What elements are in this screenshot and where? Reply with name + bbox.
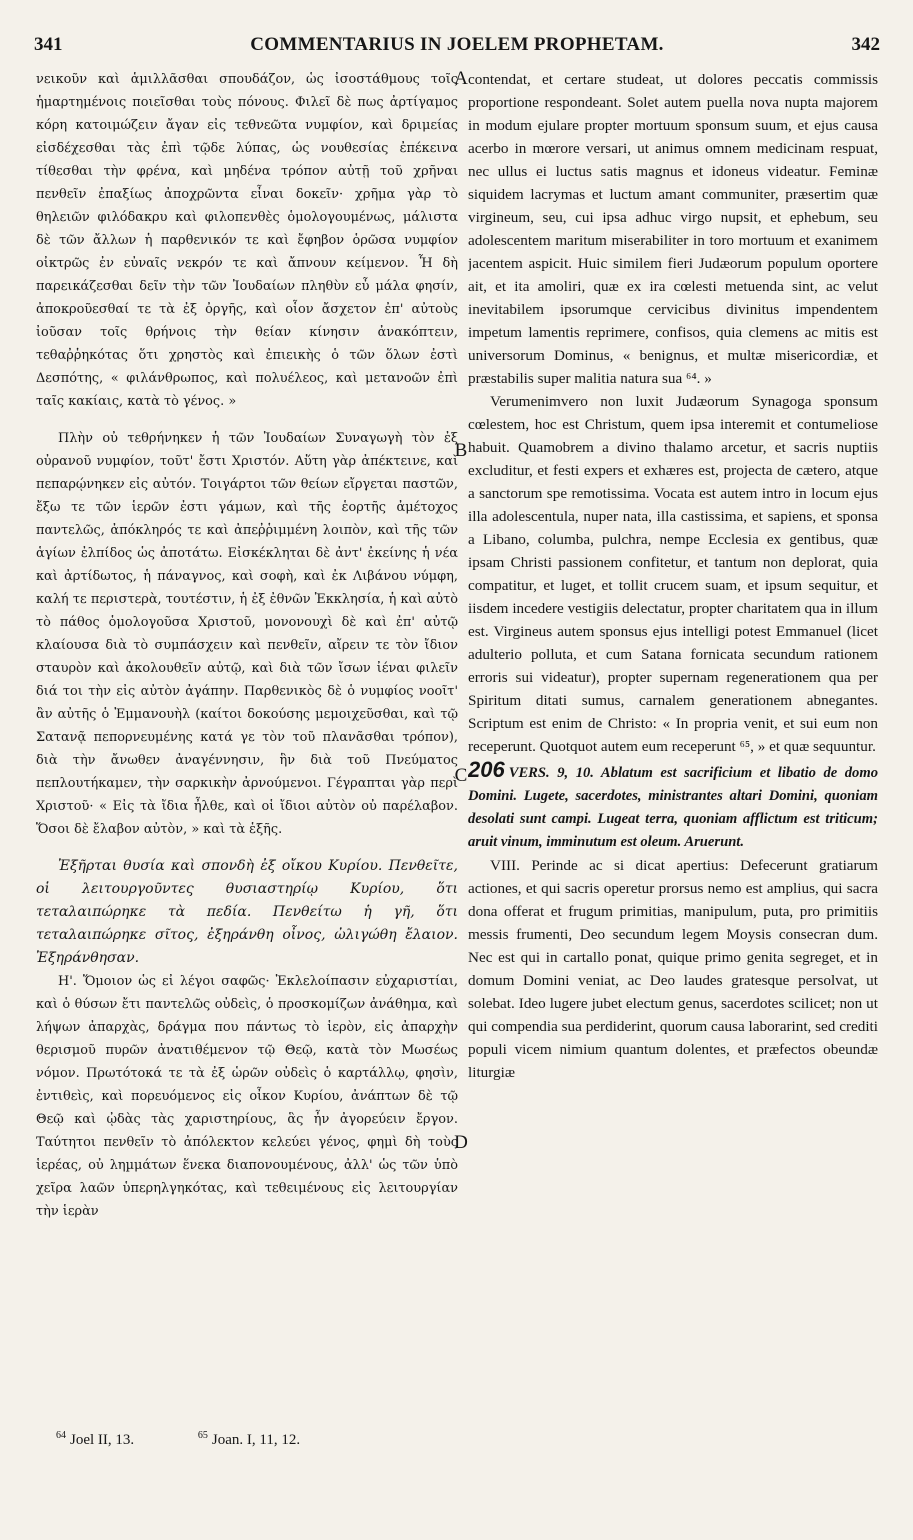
greek-column: [36, 68, 458, 1223]
footnote-64-ref: Joel II, 13.: [70, 1432, 135, 1448]
margin-letter-c: C: [454, 765, 468, 786]
footnote-65: [198, 1432, 330, 1448]
greek-paragraph-3: Η'. Ὅμοιον ὡς εἰ λέγοι σαφῶς· Ἐκλελοίπασιν εὐχαριστίαι, καὶ ὁ θύσων ἔτι παντελῶς οὐδεὶς, ὁ προσκομίζων ἀνάθημα, καὶ λήψων ἀπαρχὰς, δράγμα που πάντως τὸ ἱερὸν, εἰς ἀπαρχὴν θερισμοῦ πυρῶν ἀνατιθέμενον τῷ Θεῷ, κατὰ τὸν Μωσέως νόμον. Πρωτότοκά τε τὰ ἐξ ὡρῶν οὐδεὶς ὁ καρτάλλῳ, φησὶν, ἐντιθεὶς, καὶ πορευόμενος εἰς οἶκον Κυρίου, ἀνάπτων δὲ τῷ Θεῷ καὶ ᾠδὰς τὰς χαριστηρίους, ἃς ἦν ἀγορεύειν ἔργον. Ταύτητοι πενθεῖν τὸ ἀπόλεκτον κελεύει γένος, φημὶ δὴ τοὺς ἱερέας, οὐ ληµμάτων ἕνεκα διαπονουμένους, ἀλλ' ὡς τῶν ὑπὸ χεῖρα λαῶν ὑπερηλγηκότας, καὶ τεθειμένους εἰς λειτουργίαν τὴν ἱερὰν: [36, 974, 458, 1219]
footnote-64: [56, 1432, 164, 1448]
footnote-65-mark: 65: [197, 1430, 208, 1441]
footnote-64-mark: 64: [56, 1430, 66, 1441]
running-header: [34, 34, 880, 60]
margin-letter-b: B: [454, 440, 468, 461]
page-number-left: 341: [34, 34, 63, 55]
running-title: COMMENTARIUS IN JOELEM PROPHETAM.: [250, 34, 664, 55]
greek-paragraph-1: νεικοῦν καὶ ἁμιλλᾶσθαι σπουδάζον, ὡς ἰσοστάθμους τοῖς ἡμαρτημένοις ποιεῖσθαι τοὺς πόνους. Φιλεῖ δὲ πως ἀρτίγαμος κόρη κατοιμώζειν ἄγαν εἰς τεθνεῶτα νυμφίον, καὶ δριμείας εἰσδέχεσθαι τὰς ἐπὶ τῷδε λύπας, ὡς νουθεσίας ἐπέκεινα τίθεσθαι τὴν φρένα, καὶ μηδένα τρόπον αὐτῇ τοῦ χρῆναι πενθεῖν ἐπαξίως ἀποχρῶντα εἶναι δοκεῖν· χρῆμα γὰρ τὸ θηλειῶν φιλόδακρυ καὶ φιλοπενθὲς ὁμολογουμένως, μάλιστα δὲ τῶν ἄλλων ἡ παρθενικόν τε καὶ ἔφηβον ὁρῶσα νυμφίον οἰκτρῶς ἐν εὐναῖς νεκρόν τε καὶ ἄπνουν κείμενον. Ἧ δὴ παρεικάζεσθαι δεῖν τὴν τῶν Ἰουδαίων πληθὺν εὖ μάλα φησίν, ἀποκροῦεσθαί τε τὰ ἐξ ὀργῆς, καὶ οἷον ἄσχετον ἐπ' αὐτοὺς ἰοῦσαν τοῖς θρήνοις τὴν θείαν κίνησιν ἀνακόπτειν, τεθαῤῥηκότας ὅτι χρηστὸς καὶ ἐπιεικὴς ὁ τῶν ὅλων ἐστὶ Δεσπότης, « φιλάνθρωπος, καὶ πολυέλεος, καὶ μετανοῶν ἐπὶ ταῖς κακίαις, κατὰ τὸ γένος. »: [36, 72, 458, 409]
greek-lemma: Ἐξῆρται θυσία καὶ σπονδὴ ἐξ οἴκου Κυρίου. Πενθεῖτε, οἱ λειτουργοῦντες θυσιαστηρίῳ Κυρίου, ὅτι τεταλαιπώρηκε τὰ πεδία. Πενθείτω ἡ γῆ, ὅτι τεταλαιπώρηκε σῖτος, ἐξηράνθη οἶνος, ὠλιγώθη ἔλαιον. Ἐξηράνθησαν.: [36, 858, 458, 966]
latin-lemma: VERS. 9, 10. Ablatum est sacrificium et libatio de domo Domini. Lugete, sacerdotes, ministrantes altari Domini, quoniam desolati sunt campi. Lugeat terra, quoniam afflictum est triticum; aruit vinum, imminutum est oleum. Aruerunt.: [468, 765, 878, 850]
latin-column: [468, 68, 878, 1084]
latin-lemma-block: [468, 758, 878, 854]
margin-letter-d: D: [454, 1132, 468, 1153]
latin-paragraph-2: Verumenimvero non luxit Judæorum Synagoga sponsum cœlestem, hoc est Christum, quem ipsa interemit et contumeliose habuit. Quamobrem a divino thalamo arcetur, et sacris nuptiis excluditur, et festi expers et exhæres est, projecta de cætero, atque a sanctorum spe remotissima. Vocata est autem intro in locum ejus illa adolescentula, nuper nata, illa castissima, et sapiens, et sponsa a Libano, columba, pulchra, nempe Ecclesia ex gentibus, quæ ipsam Christi passionem confitetur, et tantum non deplorat, quia compatitur, et luget, et tollit crucem suam, et ipsum sequitur, et iisdem incedere vestigiis delectatur, propter charitatem qua in illum est. Virgineus autem sponsus ejus intelligi potest Emmanuel (licet adulterio polluta, et cum Satana fornicata secundum rationem erroris sui videatur), propter supernam regenerationem qua per Spiritum ditati sumus, carnalem generationem abnegantes. Scriptum est enim de Christo: « In propria venit, et sui eum non receperunt. Quotquot autem eum receperunt ⁶⁵, » et quæ sequuntur.: [468, 393, 878, 755]
section-number: 206: [468, 757, 505, 782]
margin-letter-a: A: [454, 68, 468, 89]
footnotes: [56, 1430, 876, 1449]
greek-paragraph-2: Πλὴν οὐ τεθρήνηκεν ἡ τῶν Ἰουδαίων Συναγωγὴ τὸν ἐξ οὐρανοῦ νυμφίον, τοῦτ' ἔστι Χριστόν. Αὕτη γὰρ ἀπέκτεινε, καὶ πεπαρῴνηκεν εἰς αὐτόν. Τοιγάρτοι τῶν θείων εἴργεται παστῶν, ἔξω τε τῶν ἱερῶν ἐστι γάμων, καὶ τῆς ἑορτῆς ἀμέτοχος παντελῶς, ἀπόκληρός τε καὶ ἀπεῤῥιμμένη λοιπὸν, καὶ τῆς τῶν ἁγίων ἐλπίδος ὡς ἀποτάτω. Εἰσκέκληται δὲ ἀντ' ἐκείνης ἡ νέα καὶ ἀρτίδωτος, ἡ πάναγνος, καὶ σοφὴ, καὶ ἐκ Λιβάνου νύμφη, καλή τε περιστερὰ, τουτέστιν, ἡ ἐξ ἐθνῶν Ἐκκλησία, ἡ καὶ αὐτὸ τὸ πάθος ὁμολογοῦσα Χριστοῦ, μονονουχὶ δὲ καὶ ἐπ' αὐτῷ κλαίουσα διὰ τὸ συμπάσχειν καὶ πενθεῖν, αἴρειν τε τὸν ἴδιον σταυρὸν καὶ ἀκολουθεῖν αὐτῷ, καὶ διὰ τῶν ἴσων ἰέναι φιλεῖν διά τοι τὴν εἰς αὐτὸν ἀγάπην. Παρθενικὸς δὲ ὁ νυμφίος νοοῖτ' ἂν αὐτῆς ὁ Ἐμμανουὴλ (καίτοι δοκούσης μεμοιχεῦσθαι, καὶ τῷ Σατανᾷ πεπορνευμένης κατά γε τὸν τοῦ πλανᾶσθαι τρόπον), διὰ τὴν ἄνωθεν ἀναγέννησιν, ἣν διὰ τοῦ Πνεύματος πεπλουτήκαμεν, τὴν σαρκικὴν ἀρνούμενοι. Γέγραπται γὰρ περὶ Χριστοῦ· « Εἰς τὰ ἴδια ἦλθε, καὶ οἱ ἴδιοι αὐτὸν οὐ παρέλαβον. Ὅσοι δὲ ἔλαβον αὐτὸν, » καὶ τὰ ἑξῆς.: [36, 431, 458, 837]
footnote-65-ref: Joan. I, 11, 12.: [211, 1432, 301, 1448]
latin-paragraph-3: VIII. Perinde ac si dicat apertius: Defecerunt gratiarum actiones, et qui sacris operetur prorsus nemo est amplius, qui sacra dona offerat et frugum primitias, manipulum, puta, pro primitiis messis frumenti, Deo secundum legem Moysis consecran dum. Nec est qui in cartallo ponat, quique primo genita segreget, et in domum Domini veniat, ac Deo laudes gratesque persolvat, ut solebat. Ideo lugere jubet electum genus, sacerdotes scilicet; non ut qui compendia sua perdiderint, quorum causa laborarint, sed crediti populi vicem nimium quantum dolentes, et præfectos obeundæ liturgiæ: [468, 857, 878, 1081]
page-number-right: 342: [851, 34, 880, 55]
latin-paragraph-1: contendat, et certare studeat, ut dolores peccatis commissis proportione respondeant. Solet autem puella nova nupta majorem in modum ejulare propter mortuum sponsum suum, et ejus causa acerbo in mœrore versari, ut animus omnem medicinam respuat, nec ullus ei luctus satis magnus et idoneus videatur. Feminæ siquidem lacrymas et luctum amant communiter, præsertim quæ virgineum, seu, cui ipsa adhuc virgo nupsit, et ephebum, seu adolescentem maritum miserabiliter in toro mortuum et exanimem jacentem aspicit. Huic similem fieri Judæorum populum oportere ait, et ita amoliri, quæ ex ira cœlesti metuenda sint, ac velut inevitabilem ipsorumque cervicibus divinitus impendentem impetum lamentis reprimere, confisos, quia clemens ac mitis est universorum Dominus, « benignus, et multæ misericordiæ, et præstabilis super malitia natura sua ⁶⁴. »: [468, 71, 878, 387]
